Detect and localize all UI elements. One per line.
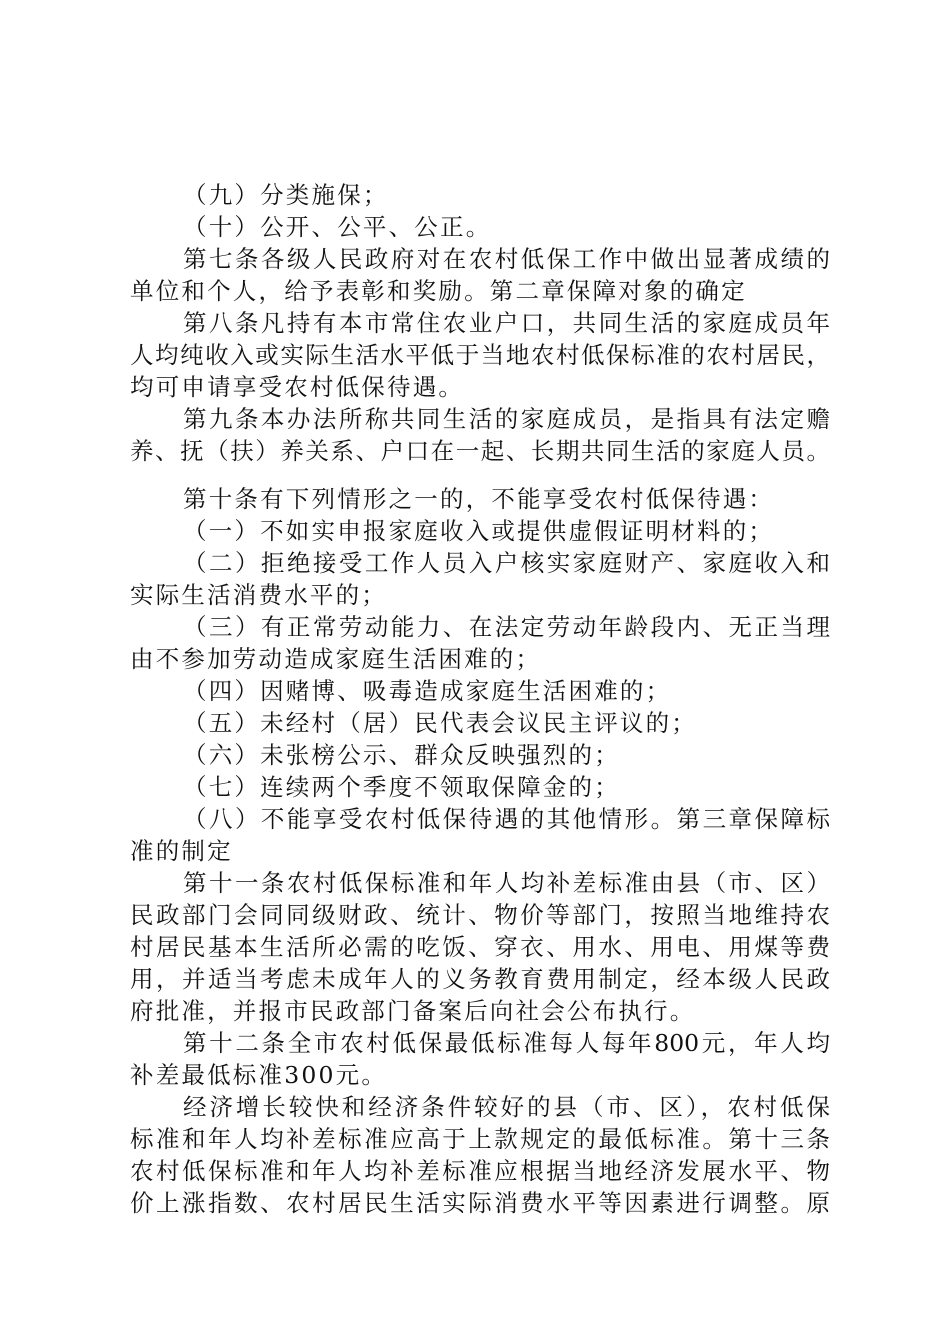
text-line: （一）不如实申报家庭收入或提供虚假证明材料的； [183,517,775,545]
text-line: （七）连续两个季度不领取保障金的； [183,773,620,801]
text-line: 价上涨指数、农村居民生活实际消费水平等因素进行调整。原 [130,1189,830,1217]
text-line: （二）拒绝接受工作人员入户核实家庭财产、家庭收入和 [183,549,830,577]
text-line: 府批准，并报市民政部门备案后向社会公布执行。 [130,997,696,1025]
text-line: 第十条有下列情形之一的，不能享受农村低保待遇： [183,485,775,513]
text-line: 经济增长较快和经济条件较好的县（市、区），农村低保 [183,1093,830,1121]
text-line: 实际生活消费水平的； [130,581,387,609]
text-line: 民政部门会同同级财政、统计、物价等部门，按照当地维持农 [130,901,830,929]
text-line: 补差最低标准300元。 [130,1061,388,1089]
text-line: 由不参加劳动造成家庭生活困难的； [130,645,542,673]
text-line: 农村低保标准和年人均补差标准应根据当地经济发展水平、物 [130,1157,830,1185]
text-line: 第七条各级人民政府对在农村低保工作中做出显著成绩的 [183,245,830,273]
text-line: （三）有正常劳动能力、在法定劳动年龄段内、无正当理 [183,613,830,641]
text-line: 单位和个人，给予表彰和奖励。第二章保障对象的确定 [130,277,747,305]
text-line: 准的制定 [130,837,233,865]
text-line: （五）未经村（居）民代表会议民主评议的； [183,709,697,737]
text-line: 用，并适当考虑未成年人的义务教育费用制定，经本级人民政 [130,965,830,993]
text-line: 均可申请享受农村低保待遇。 [130,373,465,401]
text-line: （十）公开、公平、公正。 [183,213,492,241]
text-line: （六）未张榜公示、群众反映强烈的； [183,741,620,769]
text-line: 村居民基本生活所必需的吃饭、穿衣、用水、用电、用煤等费 [130,933,830,961]
text-line: 第十一条农村低保标准和年人均补差标准由县（市、区） [183,869,830,897]
text-line: （八）不能享受农村低保待遇的其他情形。第三章保障标 [183,805,830,833]
text-line: （九）分类施保； [183,181,389,209]
text-line: 第八条凡持有本市常住农业户口，共同生活的家庭成员年 [183,309,830,337]
text-line: 标准和年人均补差标准应高于上款规定的最低标准。第十三条 [130,1125,830,1153]
text-line: 第十二条全市农村低保最低标准每人每年800元，年人均 [183,1029,830,1057]
text-line: 人均纯收入或实际生活水平低于当地农村低保标准的农村居民， [130,341,830,369]
text-line: 第九条本办法所称共同生活的家庭成员，是指具有法定赡 [183,405,830,433]
text-line: 养、抚（扶）养关系、户口在一起、长期共同生活的家庭人员。 [130,437,830,465]
text-line: （四）因赌博、吸毒造成家庭生活困难的； [183,677,672,705]
